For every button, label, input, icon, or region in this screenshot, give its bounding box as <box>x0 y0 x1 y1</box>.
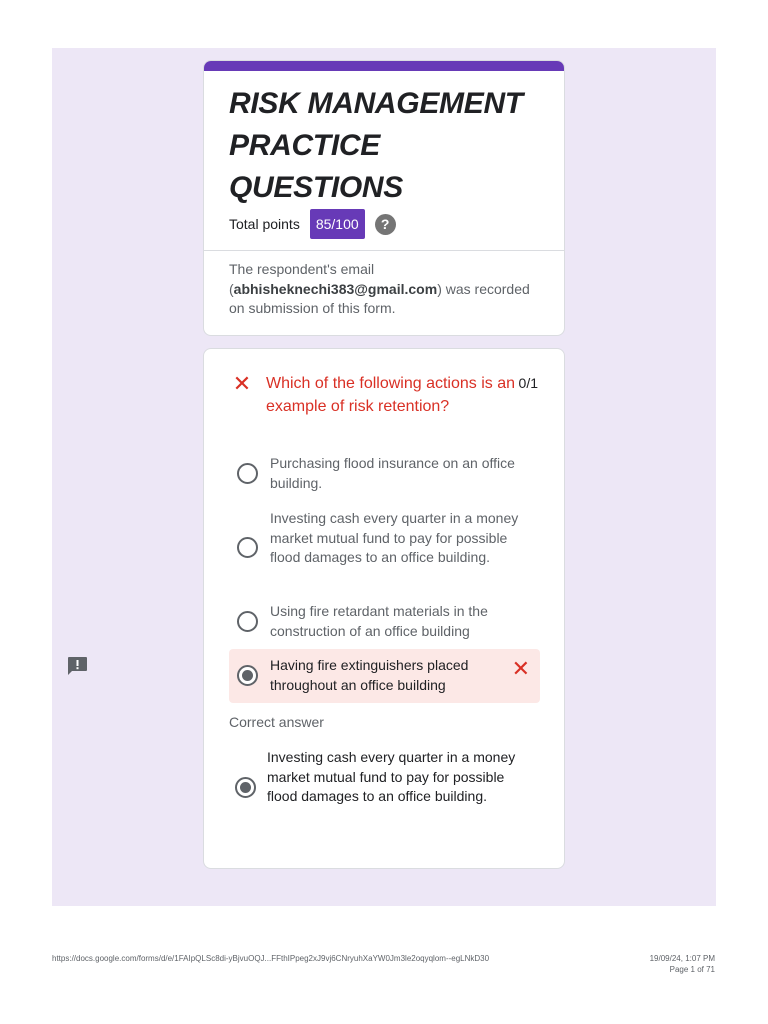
email-note: The respondent's email (abhisheknechi383@gmail.com) was recorded on submission of this form. <box>229 261 530 316</box>
score-badge: 85/100 <box>310 209 365 239</box>
footer-url: https://docs.google.com/forms/d/e/1FAIpQLSc8di-yBjvuOQJ...FFthIPpeg2xJ9vj6CNryuhXaYW0Jm3le2oqyqlom--egLNkD30 <box>52 954 490 963</box>
option-4-selected[interactable] <box>229 649 540 703</box>
footer-datetime: 19/09/24, 1:07 PM <box>649 954 715 963</box>
respondent-email: abhisheknechi383@gmail.com <box>233 280 438 297</box>
radio-icon <box>235 777 256 798</box>
option-1[interactable] <box>229 451 540 495</box>
question-text: Which of the following actions is an example of risk retention? <box>266 375 516 415</box>
option-label: Investing cash every quarter in a money market mutual fund to pay for possible flood damages to an office building. <box>270 510 519 565</box>
question-score: 0/1 <box>518 375 538 391</box>
option-label: Using fire retardant materials in the construction of an office building <box>270 603 488 639</box>
radio-icon[interactable] <box>237 537 258 558</box>
option-2[interactable] <box>229 507 540 589</box>
close-icon: ✕ <box>511 656 530 681</box>
option-3[interactable] <box>229 599 540 643</box>
total-points-row <box>229 209 396 239</box>
radio-icon[interactable] <box>237 463 258 484</box>
form-title: RISK MANAGEMENT PRACTICE QUESTIONS <box>229 87 523 204</box>
help-icon[interactable]: ? <box>375 214 396 235</box>
form-header-card <box>203 60 565 336</box>
option-label: Purchasing flood insurance on an office building. <box>270 455 515 491</box>
incorrect-icon: ✕ <box>232 371 252 396</box>
total-points-label: Total points <box>229 216 300 232</box>
option-label: Having fire extinguishers placed throughout an office building <box>270 657 469 693</box>
footer-page-number: Page 1 of 71 <box>669 965 715 974</box>
accent-bar <box>204 61 564 71</box>
radio-icon[interactable] <box>237 611 258 632</box>
correct-answer-label: Correct answer <box>229 714 324 730</box>
radio-icon[interactable] <box>237 665 258 686</box>
feedback-icon[interactable] <box>66 656 88 676</box>
header-divider <box>204 250 564 251</box>
question-card <box>203 348 565 869</box>
correct-answer-text: Investing cash every quarter in a money market mutual fund to pay for possible flood damages to an office building. <box>267 749 516 804</box>
correct-answer <box>229 747 540 829</box>
